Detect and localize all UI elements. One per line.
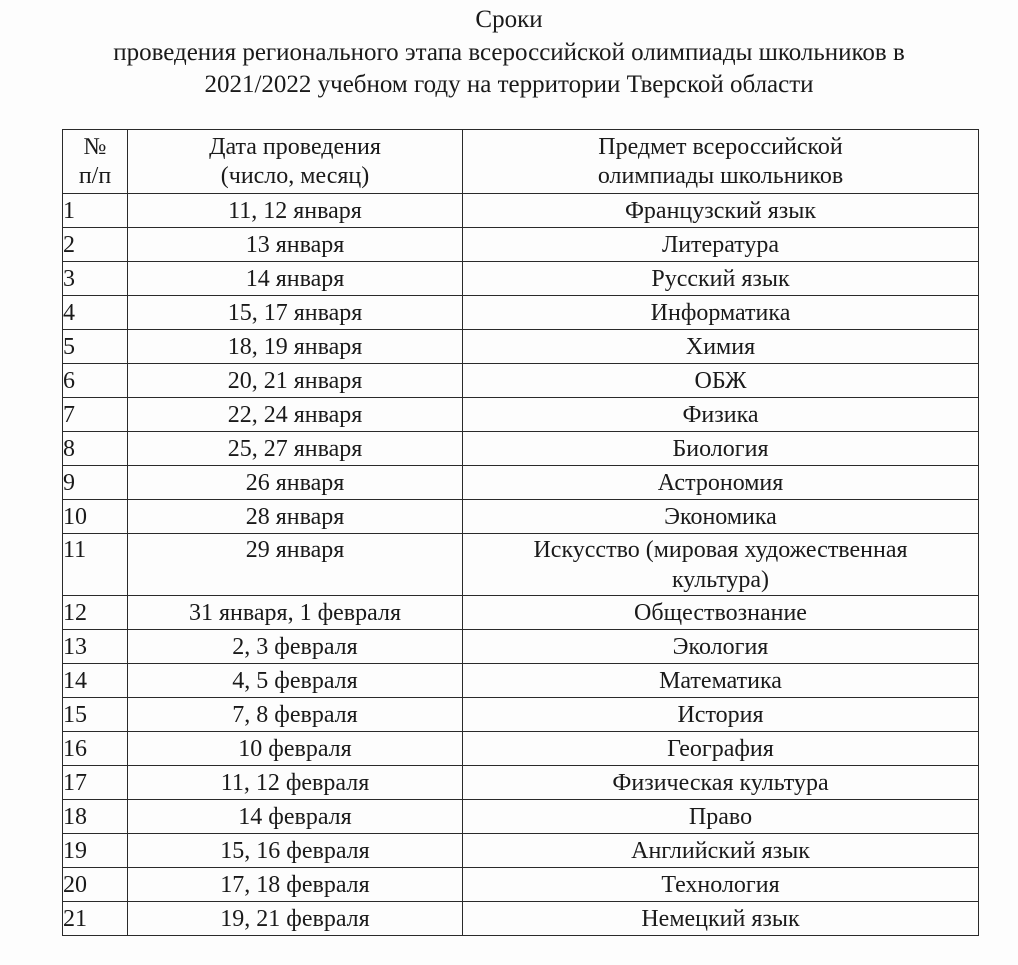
row-date: 14 февраля: [128, 800, 463, 834]
row-date: 25, 27 января: [128, 432, 463, 466]
row-subject: Английский язык: [463, 834, 979, 868]
row-subject: Экономика: [463, 500, 979, 534]
row-number: 12: [63, 596, 128, 630]
row-number: 18: [63, 800, 128, 834]
row-subject: Право: [463, 800, 979, 834]
row-subject: Обществознание: [463, 596, 979, 630]
row-number: 11: [63, 534, 128, 596]
row-date: 13 января: [128, 228, 463, 262]
row-date: 15, 16 февраля: [128, 834, 463, 868]
row-number: 1: [63, 194, 128, 228]
table-row: [63, 228, 979, 262]
header-date-label: Дата проведения (число, месяц): [209, 133, 381, 189]
row-date: 20, 21 января: [128, 364, 463, 398]
row-number: 4: [63, 296, 128, 330]
row-subject: Французский язык: [463, 194, 979, 228]
table-row: [63, 868, 979, 902]
row-date: 11, 12 февраля: [128, 766, 463, 800]
row-number: 10: [63, 500, 128, 534]
table-row: [63, 596, 979, 630]
row-number: 13: [63, 630, 128, 664]
row-date: 11, 12 января: [128, 194, 463, 228]
row-subject: Астрономия: [463, 466, 979, 500]
table-row: [63, 364, 979, 398]
table-row: [63, 698, 979, 732]
row-number: 7: [63, 398, 128, 432]
row-number: 6: [63, 364, 128, 398]
row-number: 3: [63, 262, 128, 296]
row-subject: История: [463, 698, 979, 732]
row-subject: ОБЖ: [463, 364, 979, 398]
row-subject: Русский язык: [463, 262, 979, 296]
table-body: [63, 194, 979, 936]
table-row: [63, 466, 979, 500]
row-subject-text: Искусство (мировая художественная культура): [533, 536, 908, 593]
row-subject: Биология: [463, 432, 979, 466]
header-date: [128, 130, 463, 194]
document-subtitle-line-1: проведения регионального этапа всероссийской олимпиады школьников в: [113, 39, 905, 66]
row-date: 7, 8 февраля: [128, 698, 463, 732]
header-subject-label: Предмет всероссийской олимпиады школьников: [597, 133, 844, 189]
table-row: [63, 330, 979, 364]
header-number-label: № п/п: [78, 133, 112, 189]
row-subject: Химия: [463, 330, 979, 364]
row-subject: Немецкий язык: [463, 902, 979, 936]
row-subject: Физика: [463, 398, 979, 432]
table-row: [63, 432, 979, 466]
row-subject: Информатика: [463, 296, 979, 330]
row-number: 9: [63, 466, 128, 500]
table-row: [63, 902, 979, 936]
row-number: 8: [63, 432, 128, 466]
table-row: [63, 800, 979, 834]
header-subject: [463, 130, 979, 194]
table-row: [63, 398, 979, 432]
row-number: 21: [63, 902, 128, 936]
row-subject: Экология: [463, 630, 979, 664]
document-title: Сроки: [475, 6, 543, 33]
row-date: 14 января: [128, 262, 463, 296]
row-subject: Физическая культура: [463, 766, 979, 800]
header-number: [63, 130, 128, 194]
row-subject: Математика: [463, 664, 979, 698]
row-date: 4, 5 февраля: [128, 664, 463, 698]
table-row: [63, 664, 979, 698]
row-number: 17: [63, 766, 128, 800]
row-subject: География: [463, 732, 979, 766]
row-subject: [463, 534, 979, 596]
row-subject: Технология: [463, 868, 979, 902]
row-number: 15: [63, 698, 128, 732]
row-date: 31 января, 1 февраля: [128, 596, 463, 630]
row-date: 26 января: [128, 466, 463, 500]
table-row: [63, 766, 979, 800]
row-date: 2, 3 февраля: [128, 630, 463, 664]
row-number: 20: [63, 868, 128, 902]
table-row: [63, 630, 979, 664]
document-subtitle-line-2: 2021/2022 учебном году на территории Тверской области: [204, 71, 814, 98]
row-number: 5: [63, 330, 128, 364]
table-row: [63, 732, 979, 766]
table-row: [63, 834, 979, 868]
table-header-row: [63, 130, 979, 194]
row-number: 16: [63, 732, 128, 766]
row-date: 15, 17 января: [128, 296, 463, 330]
table-row: [63, 296, 979, 330]
row-number: 14: [63, 664, 128, 698]
row-date: 28 января: [128, 500, 463, 534]
table-row: [63, 262, 979, 296]
row-date: 29 января: [128, 534, 463, 596]
row-date: 22, 24 января: [128, 398, 463, 432]
row-date: 17, 18 февраля: [128, 868, 463, 902]
row-number: 19: [63, 834, 128, 868]
row-date: 10 февраля: [128, 732, 463, 766]
row-date: 19, 21 февраля: [128, 902, 463, 936]
table-row: [63, 534, 979, 596]
table-row: [63, 500, 979, 534]
row-date: 18, 19 января: [128, 330, 463, 364]
row-subject: Литература: [463, 228, 979, 262]
table-row: [63, 194, 979, 228]
row-number: 2: [63, 228, 128, 262]
olympiad-schedule-table: [62, 129, 979, 936]
